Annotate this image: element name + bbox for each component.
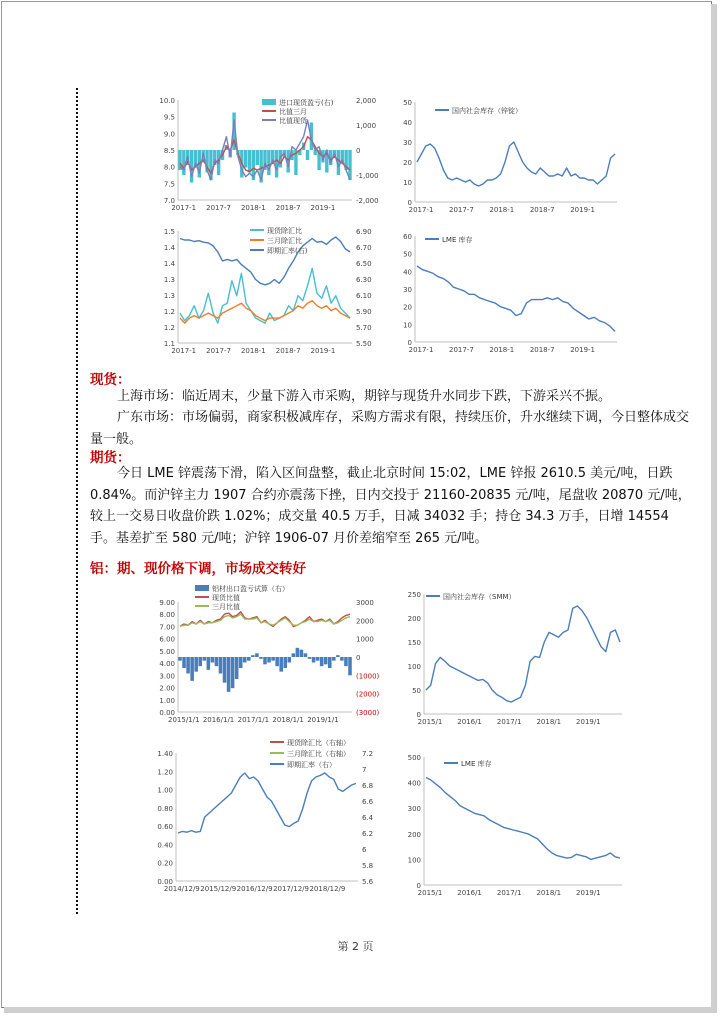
x-tick-label: 2019-1 — [310, 204, 336, 212]
chart-aluminum-lme-inventory — [398, 747, 630, 903]
legend-swatch — [195, 585, 209, 591]
y-tick-label: 1.2 — [163, 324, 175, 332]
bar — [194, 657, 198, 672]
spot-guangdong-paragraph: 广东市场：市场偏弱，商家积极减库存，采购方需求有限，持续压价，升水继续下调，今日整体成交量一般。 — [90, 410, 690, 447]
y-tick-label: 100 — [407, 663, 421, 671]
x-tick-label: 2017/1/1 — [237, 716, 270, 724]
y2-tick-label: 0 — [356, 654, 361, 662]
futures-paragraph: 今日 LME 锌震荡下滑，陷入区间盘整，截止北京时间 15:02，LME 锌报 2610.5 美元/吨，日跌 0.84%。而沪锌主力 1907 合约亦震荡下挫，日内交投于 21160-20835 元/吨，尾盘收 20870 元/吨，较上一交易日收盘价跌 1.02%；成交量 40.5 万手，日减 34032 手；持仓 34.3 万手，日增 14554 手。基差扩至 580 元/吨；沪锌 1906-07 月价差缩窄至 265 元/吨。 — [90, 466, 691, 546]
y-tick-label: 6.00 — [159, 635, 175, 644]
x-tick-label: 2018-1 — [240, 204, 266, 212]
y-tick-label: 1.3 — [163, 292, 175, 300]
legend-label: LME 库存 — [442, 236, 473, 244]
x-tick-label: 2018/1 — [536, 718, 562, 726]
y2-tick-label: 1000 — [356, 635, 374, 644]
y2-tick-label: 5.6 — [362, 878, 374, 886]
bar — [267, 150, 270, 175]
x-tick-label: 2015/12/9 — [200, 885, 237, 893]
bar — [296, 648, 300, 657]
y-tick-label: 0 — [416, 711, 421, 719]
y-tick-label: 150 — [407, 639, 421, 647]
chart-svg — [140, 582, 388, 730]
x-tick-label: 2017-7 — [449, 206, 474, 214]
futures-section-title: 期货： — [90, 450, 131, 466]
y-tick-label: 50 — [412, 687, 421, 695]
x-tick-label: 2017-1 — [171, 347, 197, 355]
bar — [223, 657, 227, 683]
y-tick-label: 0.80 — [157, 804, 173, 813]
y2-tick-label: 5.8 — [362, 862, 374, 870]
legend-label: 国内社会库存（锌锭） — [452, 107, 522, 115]
y-tick-label: 30 — [403, 139, 412, 147]
y-tick-label: 9.5 — [163, 113, 175, 122]
x-tick-label: 2015/1/1 — [168, 716, 200, 724]
series-line — [417, 142, 615, 186]
x-tick-label: 2017-1 — [408, 206, 434, 214]
y-tick-label: 40 — [403, 119, 412, 127]
y2-tick-label: 6 — [362, 846, 367, 854]
series-line — [180, 237, 350, 285]
legend-label: 现货比值 — [212, 594, 240, 602]
y-tick-label: 50 — [403, 99, 412, 107]
series-line — [426, 778, 620, 860]
x-tick-label: 2019-1 — [310, 347, 336, 355]
chart-svg — [140, 737, 388, 903]
bar — [227, 657, 231, 692]
y-tick-label: 1.4 — [163, 260, 175, 268]
y2-tick-label: 3000 — [356, 599, 374, 607]
legend-label: 铝材出口盈亏试算（右） — [212, 585, 289, 593]
bar — [336, 655, 340, 657]
bar — [251, 655, 255, 657]
bar — [235, 657, 239, 679]
y-tick-label: 0.20 — [157, 859, 173, 868]
legend-label: 现货除汇比（右轴） — [287, 739, 350, 747]
y2-tick-label: 6.90 — [356, 228, 372, 236]
chart-zinc-lme-inventory — [395, 228, 625, 360]
x-tick-label: 2016/12/9 — [236, 885, 273, 893]
x-tick-label: 2014/12/9 — [163, 885, 200, 893]
bar — [182, 657, 186, 668]
y-tick-label: 30 — [403, 286, 412, 294]
y-tick-label: 8.5 — [163, 147, 175, 155]
legend-label: 三月比值 — [212, 603, 240, 611]
legend-label: 三月除汇比 — [267, 237, 302, 245]
legend-label: LME 库存 — [461, 760, 492, 768]
x-tick-label: 2018-7 — [529, 346, 555, 354]
bar — [207, 657, 211, 670]
y2-tick-label: 6.50 — [356, 260, 372, 268]
bar — [275, 657, 279, 666]
y2-tick-label: 2000 — [356, 617, 374, 626]
x-tick-label: 2015/1 — [417, 718, 443, 726]
y2-tick-label: 5.70 — [356, 324, 372, 332]
page-number: 第 2 页 — [337, 940, 374, 953]
x-tick-label: 2018-1 — [489, 206, 515, 214]
x-tick-label: 2019/1 — [576, 718, 601, 726]
chart-svg — [398, 582, 630, 732]
page-shadow-right — [711, 4, 717, 1009]
y-tick-label: 10 — [403, 179, 412, 187]
legend-label: 即期汇率（右） — [287, 761, 336, 769]
bar — [348, 657, 352, 675]
y-tick-label: 8.0 — [163, 163, 175, 172]
legend-label: 三月除汇比（右轴） — [287, 750, 350, 758]
y2-tick-label: 5.50 — [356, 340, 372, 348]
bar — [328, 657, 332, 668]
y-tick-label: 40 — [403, 268, 412, 277]
x-tick-label: 2017/1 — [496, 889, 522, 897]
y-tick-label: 1.5 — [163, 228, 175, 236]
y-tick-label: 300 — [407, 805, 421, 814]
bar — [244, 150, 247, 168]
y-tick-label: 0.00 — [157, 878, 173, 886]
chart-svg — [398, 747, 630, 903]
x-tick-label: 2016/1/1 — [202, 716, 235, 724]
x-tick-label: 2018-1 — [240, 347, 266, 355]
x-tick-label: 2016/1 — [457, 889, 482, 897]
x-tick-label: 2018-1 — [489, 346, 515, 354]
y2-tick-label: 6.10 — [356, 292, 372, 300]
bar — [215, 657, 219, 666]
bar — [255, 653, 259, 657]
bar — [344, 657, 348, 666]
bar — [190, 657, 194, 681]
y2-tick-label: 1,000 — [356, 122, 377, 130]
y-tick-label: 1.2 — [163, 308, 175, 316]
series-line — [178, 773, 356, 833]
bar — [203, 657, 207, 661]
bar — [340, 657, 344, 661]
y-tick-label: 50 — [403, 250, 412, 259]
y-tick-label: 7.5 — [163, 180, 175, 189]
page-shadow-bottom — [4, 1007, 717, 1013]
y-tick-label: 60 — [403, 233, 412, 241]
bar — [312, 657, 316, 663]
y-tick-label: 9.0 — [163, 130, 175, 139]
chart-zinc-exchange-ratio — [150, 225, 390, 361]
bar — [308, 657, 312, 659]
bar — [247, 657, 251, 661]
legend-label: 比值三月 — [279, 108, 307, 116]
y-tick-label: 1.40 — [157, 750, 173, 758]
y-tick-label: 100 — [407, 856, 421, 865]
series-line — [417, 266, 615, 331]
y-tick-label: 1.00 — [157, 786, 173, 795]
y2-tick-label: 7 — [362, 766, 367, 774]
bar — [231, 657, 235, 688]
x-tick-label: 2017-7 — [206, 204, 231, 212]
y2-tick-label: (2000) — [356, 690, 380, 699]
y2-tick-label: 6.30 — [356, 276, 372, 284]
y-tick-label: 500 — [407, 754, 421, 762]
bar — [211, 657, 215, 663]
y-tick-label: 0.60 — [157, 823, 173, 832]
y-tick-label: 1.4 — [163, 244, 175, 252]
y2-tick-label: (3000) — [356, 709, 380, 717]
y-tick-label: 20 — [403, 159, 412, 167]
y-tick-label: 0.40 — [157, 841, 173, 850]
y2-tick-label: -1,000 — [356, 172, 379, 180]
y-tick-label: 0 — [407, 339, 412, 347]
chart-aluminum-exchange-ratio — [140, 737, 388, 903]
bar — [324, 657, 328, 664]
bar — [304, 653, 308, 657]
y-tick-label: 5.00 — [159, 647, 175, 656]
y2-tick-label: 2,000 — [356, 97, 377, 105]
legend-label: 现货除汇比 — [267, 227, 302, 235]
bar — [316, 657, 320, 661]
aluminum-section-title: 铝：期、现价格下调，市场成交转好 — [90, 561, 306, 577]
bar — [332, 657, 336, 661]
y2-tick-label: 5.90 — [356, 308, 372, 316]
y-tick-label: 8.00 — [159, 611, 175, 620]
bar — [182, 150, 185, 175]
bar — [256, 150, 259, 165]
x-tick-label: 2017-7 — [449, 346, 474, 354]
y-tick-label: 1.3 — [163, 276, 175, 284]
y-tick-label: 1.00 — [159, 696, 175, 705]
y2-tick-label: 7.2 — [362, 750, 374, 758]
bar — [283, 657, 287, 668]
x-tick-label: 2018-7 — [275, 347, 301, 355]
y2-tick-label: 6.4 — [362, 814, 374, 822]
series-line — [426, 606, 620, 702]
x-tick-label: 2018/12/9 — [309, 885, 346, 893]
bar — [259, 657, 263, 659]
chart-svg — [395, 228, 625, 360]
y-tick-label: 3.00 — [159, 672, 175, 681]
legend-label: 即期汇率(右) — [267, 247, 308, 255]
x-tick-label: 2016/1 — [457, 718, 482, 726]
x-tick-label: 2018/1 — [536, 889, 562, 897]
legend-swatch — [262, 99, 276, 105]
bar — [300, 650, 304, 657]
y-tick-label: 1.20 — [157, 768, 173, 777]
bar — [243, 657, 247, 663]
y-tick-label: 9.00 — [159, 599, 175, 607]
x-tick-label: 2019/1 — [576, 889, 601, 897]
bar — [248, 150, 251, 173]
x-tick-label: 2015/1 — [417, 889, 443, 897]
x-tick-label: 2019/1/1 — [307, 716, 339, 724]
x-tick-label: 2018/1/1 — [272, 716, 304, 724]
bar — [198, 657, 202, 666]
chart-svg — [395, 94, 625, 220]
bar — [288, 657, 292, 663]
chart-zinc-domestic-inventory — [395, 94, 625, 220]
bar — [267, 657, 271, 663]
y-tick-label: 200 — [407, 615, 421, 623]
chart-aluminum-export-ratio — [140, 582, 388, 730]
y-tick-label: 4.00 — [159, 660, 175, 669]
chart-zinc-import-ratio — [150, 94, 390, 218]
x-tick-label: 2018-7 — [275, 204, 301, 212]
chart-aluminum-domestic-inventory — [398, 582, 630, 732]
y-tick-label: 0 — [416, 882, 421, 890]
bar — [320, 657, 324, 666]
chart-svg — [150, 94, 390, 218]
y-tick-label: 200 — [407, 830, 421, 839]
x-tick-label: 2017-1 — [408, 346, 434, 354]
bar — [263, 657, 267, 664]
y-tick-label: 10 — [403, 321, 412, 330]
bar — [239, 657, 243, 668]
x-tick-label: 2017/12/9 — [273, 885, 309, 893]
bar — [186, 657, 190, 674]
chart-svg — [150, 225, 390, 361]
bar — [314, 150, 317, 155]
legend-label: 国内社会库存（SMM） — [443, 593, 516, 601]
x-tick-label: 2017-7 — [206, 347, 231, 355]
bar — [271, 657, 275, 661]
y2-tick-label: 6.70 — [356, 244, 372, 252]
y-tick-label: 7.00 — [159, 623, 175, 632]
bar — [219, 657, 223, 674]
y-tick-label: 0.00 — [159, 709, 175, 717]
legend-label: 比值现货 — [279, 117, 307, 125]
y-tick-label: 2.00 — [159, 684, 175, 693]
bar — [306, 150, 309, 160]
y2-tick-label: 6.2 — [362, 830, 374, 838]
spot-shanghai-paragraph: 上海市场：临近周末，少量下游入市采购，期锌与现货升水同步下跌，下游采兴不振。 — [117, 389, 612, 404]
x-tick-label: 2017-1 — [171, 204, 197, 212]
y-tick-label: 0 — [407, 199, 412, 207]
bar — [292, 653, 296, 657]
y2-tick-label: -2,000 — [356, 197, 379, 205]
y-tick-label: 250 — [407, 591, 421, 599]
y2-tick-label: 0 — [356, 147, 361, 155]
bar — [279, 657, 283, 672]
legend-label: 进口现货盈亏(右) — [279, 99, 334, 107]
x-tick-label: 2017/1 — [496, 718, 522, 726]
y2-tick-label: 6.6 — [362, 798, 374, 806]
x-tick-label: 2018-7 — [529, 206, 555, 214]
margin-dotted-line — [76, 88, 78, 914]
y-tick-label: 20 — [403, 303, 412, 312]
y-tick-label: 1.1 — [163, 340, 175, 348]
y-tick-label: 400 — [407, 779, 421, 788]
y-tick-label: 10.0 — [159, 97, 175, 105]
x-tick-label: 2019-1 — [570, 346, 596, 354]
spot-section-title: 现货： — [90, 372, 131, 388]
y2-tick-label: 6.8 — [362, 782, 374, 790]
bar — [178, 657, 182, 661]
x-tick-label: 2019-1 — [570, 206, 596, 214]
y-tick-label: 7.0 — [163, 197, 175, 205]
y2-tick-label: (1000) — [356, 672, 380, 681]
